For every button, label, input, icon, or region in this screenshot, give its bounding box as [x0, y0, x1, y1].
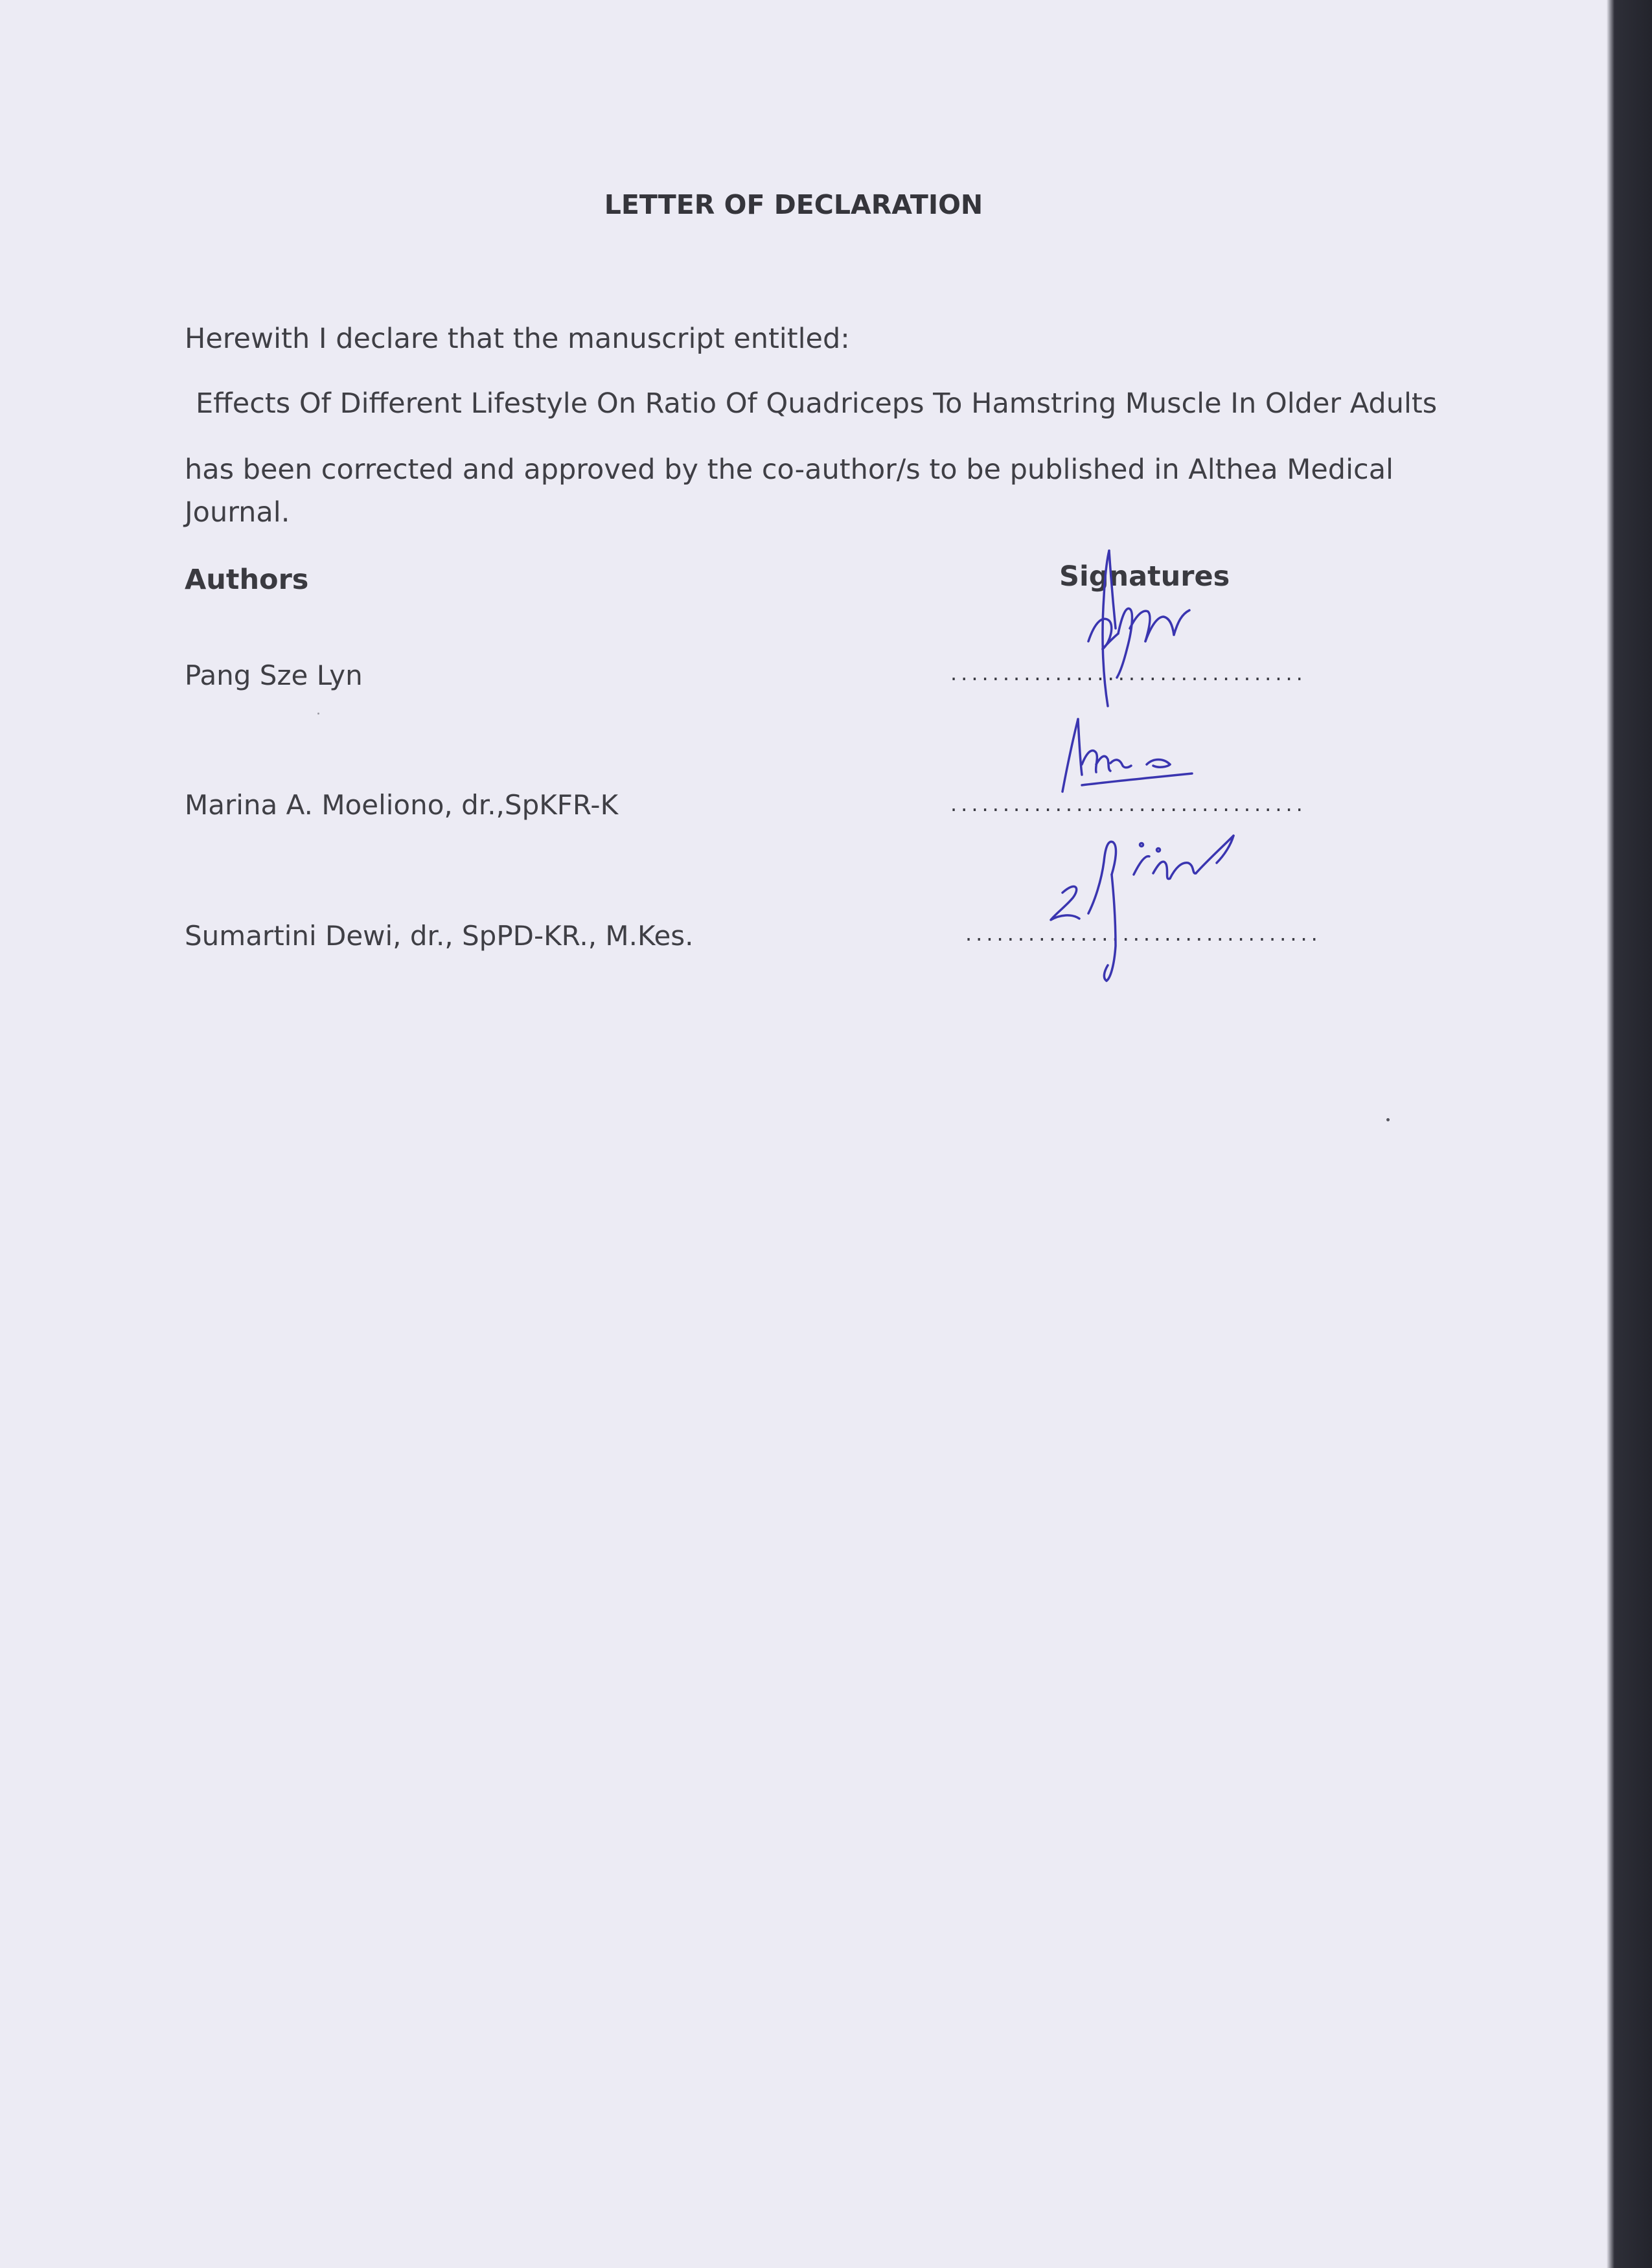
scan-speck	[317, 713, 319, 715]
signature-line: ..................................	[965, 921, 1322, 946]
handwritten-signature	[1056, 713, 1211, 797]
handwritten-signature	[1037, 816, 1257, 985]
authors-heading: Authors	[185, 564, 309, 596]
signatures-heading: Signatures	[1059, 560, 1230, 593]
declaration-intro: Herewith I declare that the manuscript entitled:	[185, 323, 850, 355]
manuscript-title: Effects Of Different Lifestyle On Ratio Of Quadriceps To Hamstring Muscle In Older Adults	[196, 387, 1438, 420]
author-name: Pang Sze Lyn	[185, 659, 363, 691]
scan-speck	[1386, 1118, 1390, 1121]
document-title: LETTER OF DECLARATION	[604, 189, 983, 220]
signature-line: ..................................	[950, 661, 1307, 685]
signature-line: ..................................	[950, 792, 1307, 816]
declaration-statement-line-2: Journal.	[185, 496, 290, 529]
author-name: Sumartini Dewi, dr., SpPD-KR., M.Kes.	[185, 920, 694, 952]
handwritten-signature	[1062, 544, 1211, 719]
declaration-statement-line-1: has been corrected and approved by the co-author/s to be published in Althea Medical	[185, 453, 1394, 486]
scanner-edge-shadow	[1607, 0, 1652, 2268]
author-name: Marina A. Moeliono, dr.,SpKFR-K	[185, 789, 619, 821]
